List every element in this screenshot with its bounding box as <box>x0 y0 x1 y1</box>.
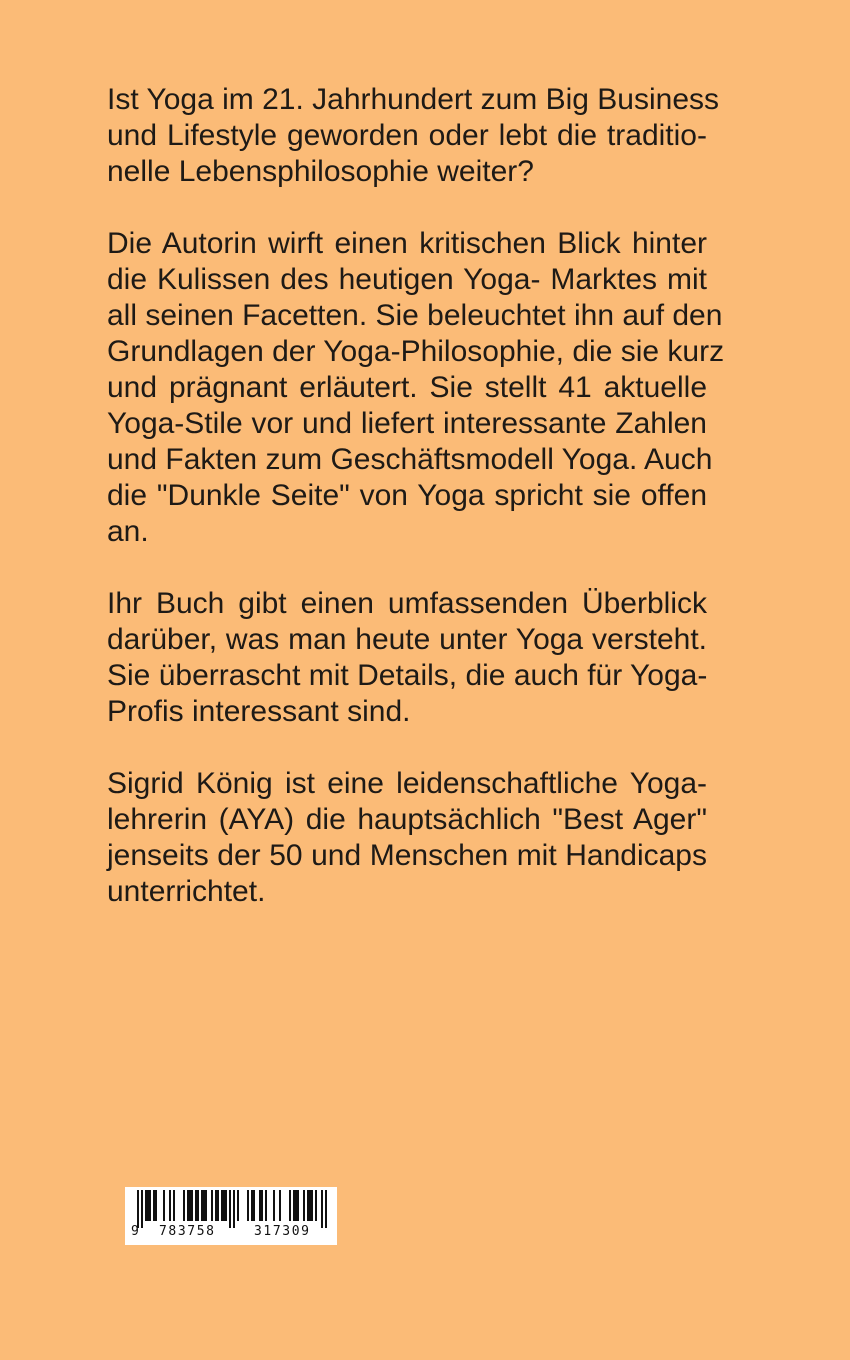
barcode-bar <box>293 1190 295 1221</box>
barcode-bar <box>259 1190 261 1221</box>
blurb-paragraph-content <box>107 226 725 550</box>
blurb-line: nelle Lebensphilosophie weiter? <box>107 155 534 188</box>
blurb-line: an. <box>107 515 149 548</box>
barcode-bar <box>279 1190 281 1221</box>
blurb-line: und Lifestyle geworden oder lebt die traditio- <box>107 119 707 152</box>
barcode-bar <box>315 1190 317 1221</box>
barcode-bar <box>145 1190 147 1221</box>
blurb-line: die Kulissen des heutigen Yoga- Marktes mit <box>107 263 707 296</box>
blurb-line: Yoga-Stile vor und liefert interessante Zahlen <box>107 407 707 440</box>
blurb-paragraph-intro <box>107 82 720 190</box>
blurb-line: Ist Yoga im 21. Jahrhundert zum Big Business <box>107 83 720 116</box>
blurb-line: lehrerin (AYA) die hauptsächlich "Best Ager" <box>107 803 707 836</box>
blurb-line: unterrichtet. <box>107 875 266 908</box>
barcode-bar <box>307 1190 309 1221</box>
blurb-line: die "Dunkle Seite" von Yoga spricht sie offen <box>107 479 707 512</box>
blurb-paragraph-author <box>107 766 707 910</box>
barcode-bar <box>183 1190 185 1221</box>
barcode-bar <box>265 1190 267 1221</box>
barcode-bar <box>201 1190 203 1221</box>
isbn-number <box>131 1223 331 1241</box>
barcode-bar <box>221 1190 223 1221</box>
blurb-line: Sigrid König ist eine leidenschaftliche Yoga- <box>107 767 707 800</box>
barcode-bar <box>251 1190 253 1221</box>
blurb-line: und prägnant erläutert. Sie stellt 41 aktuelle <box>107 371 707 404</box>
barcode-bar <box>163 1190 165 1221</box>
isbn-lead-digit: 9 <box>131 1224 139 1239</box>
barcode-bar <box>149 1190 151 1221</box>
blurb-line: jenseits der 50 und Menschen mit Handicaps <box>107 839 707 872</box>
barcode-bar <box>217 1190 219 1221</box>
barcode-bar <box>309 1190 311 1221</box>
barcode-bar <box>225 1190 227 1221</box>
barcode-bar <box>311 1190 313 1221</box>
barcode-bar <box>195 1190 197 1221</box>
barcode-bar <box>203 1190 205 1221</box>
barcode-bar <box>237 1190 239 1221</box>
isbn-left-digits: 783758 <box>159 1224 216 1239</box>
barcode-bar <box>189 1190 191 1221</box>
barcode-bar <box>215 1190 217 1221</box>
barcode-bar <box>173 1190 175 1221</box>
barcode-bar <box>155 1190 157 1221</box>
barcode-bar <box>205 1190 207 1221</box>
blurb-line: Grundlagen der Yoga-Philosophie, die sie kurz <box>107 335 725 368</box>
blurb-paragraph-overview <box>107 586 707 730</box>
blurb-line: darüber, was man heute unter Yoga versteht. <box>107 623 707 656</box>
barcode-bar <box>303 1190 305 1221</box>
barcode-bar <box>147 1190 149 1221</box>
isbn-barcode <box>125 1187 337 1245</box>
barcode-bar <box>211 1190 213 1221</box>
isbn-right-digits: 317309 <box>254 1224 311 1239</box>
barcode-bar <box>187 1190 189 1221</box>
blurb-text <box>107 82 725 946</box>
barcode-bar <box>253 1190 255 1221</box>
blurb-line: Profis interessant sind. <box>107 695 411 728</box>
barcode-bar <box>295 1190 297 1221</box>
barcode-bar <box>247 1190 249 1221</box>
blurb-line: Sie überrascht mit Details, die auch für Yoga- <box>107 659 708 692</box>
blurb-line: Die Autorin wirft einen kritischen Blick hinter <box>107 227 707 260</box>
blurb-line: Ihr Buch gibt einen umfassenden Überblick <box>107 587 707 620</box>
barcode-bar <box>169 1190 171 1221</box>
blurb-line: und Fakten zum Geschäftsmodell Yoga. Auch <box>107 443 713 476</box>
barcode-bar <box>261 1190 263 1221</box>
blurb-line: all seinen Facetten. Sie beleuchtet ihn auf den <box>107 299 723 332</box>
barcode-bar <box>153 1190 155 1221</box>
barcode-bar <box>223 1190 225 1221</box>
barcode-bar <box>197 1190 199 1221</box>
barcode-bar <box>191 1190 193 1221</box>
barcode-bar <box>289 1190 291 1221</box>
barcode-bar <box>273 1190 275 1221</box>
barcode-bar <box>297 1190 299 1221</box>
